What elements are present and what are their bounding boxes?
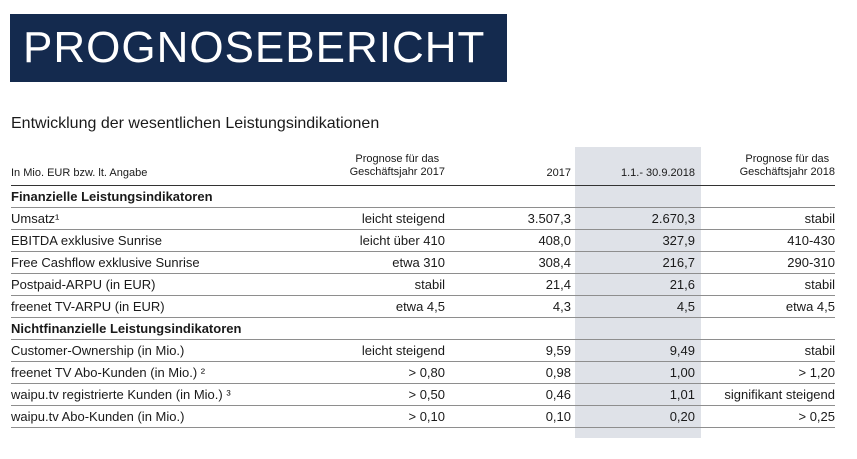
header-forecast-2018: Prognose für das Geschäftsjahr 2018 xyxy=(739,153,835,178)
table-title: Entwicklung der wesentlichen Leistungsindikationen xyxy=(11,115,380,132)
table-row: waipu.tv registrierte Kunden (in Mio.) ³ > 0,50 0,46 1,01 signifikant steigend xyxy=(11,384,835,406)
header-actual-2017: 2017 xyxy=(546,167,571,179)
table-row: Umsatz¹ leicht steigend 3.507,3 2.670,3 stabil xyxy=(11,208,835,230)
section-heading-financial: Finanzielle Leistungsindikatoren xyxy=(11,186,835,208)
table-row: freenet TV-ARPU (in EUR) etwa 4,5 4,3 4,5 etwa 4,5 xyxy=(11,296,835,318)
unit-label: In Mio. EUR bzw. lt. Angabe xyxy=(11,167,148,179)
table-row: freenet TV Abo-Kunden (in Mio.) ² > 0,80 0,98 1,00 > 1,20 xyxy=(11,362,835,384)
table-header xyxy=(11,143,835,186)
section-heading-nonfinancial: Nichtfinanzielle Leistungsindikatoren xyxy=(11,318,835,340)
table-row: Customer-Ownership (in Mio.) leicht steigend 9,59 9,49 stabil xyxy=(11,340,835,362)
table-row: Postpaid-ARPU (in EUR) stabil 21,4 21,6 stabil xyxy=(11,274,835,296)
table-row: EBITDA exklusive Sunrise leicht über 410 408,0 327,9 410-430 xyxy=(11,230,835,252)
table-row: waipu.tv Abo-Kunden (in Mio.) > 0,10 0,10 0,20 > 0,25 xyxy=(11,406,835,428)
page-banner xyxy=(10,14,507,82)
page-title: PROGNOSEBERICHT xyxy=(23,23,486,72)
table-row: Free Cashflow exklusive Sunrise etwa 310 308,4 216,7 290-310 xyxy=(11,252,835,274)
header-forecast-2017: Prognose für das Geschäftsjahr 2017 xyxy=(349,153,445,178)
header-ytd-2018: 1.1.- 30.9.2018 xyxy=(620,167,695,179)
